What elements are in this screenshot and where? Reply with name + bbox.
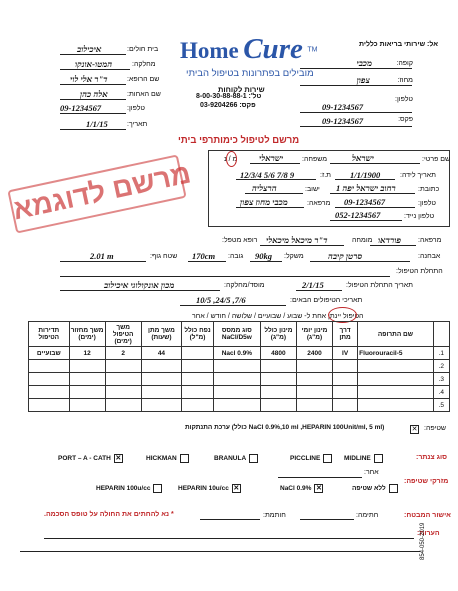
- flush-agent-option[interactable]: [178, 484, 241, 493]
- line-option-checkbox[interactable]: ✕: [115, 455, 122, 462]
- approval-label: אישור המבטח:: [404, 512, 451, 519]
- rx-cell[interactable]: [182, 399, 214, 412]
- rx-row-num-header: [433, 322, 449, 347]
- rx-cell[interactable]: [29, 386, 70, 399]
- brand-tm: TM: [307, 46, 318, 54]
- line-option[interactable]: [344, 454, 383, 463]
- line-option[interactable]: [58, 454, 123, 463]
- doctor-label: שם הרופא:: [127, 76, 160, 83]
- rx-cell[interactable]: 2: [105, 347, 141, 360]
- flush-text: ערכת התנתקות (כולל NaCl 0.9%,10 ml ,HEPARIN 100Unit/ml, 5 ml): [185, 424, 385, 431]
- rx-cell[interactable]: Nacl 0.9%: [213, 347, 260, 360]
- rx-cell[interactable]: 5-Fluorouracil: [358, 347, 433, 360]
- table-row: [29, 360, 450, 373]
- brand-logo: [180, 33, 317, 66]
- rx-cell[interactable]: [105, 399, 141, 412]
- hospital-phone-label: טלפון:: [127, 105, 145, 112]
- rx-cell[interactable]: [260, 360, 296, 373]
- patient-city-label: ישוב:: [305, 186, 320, 193]
- patient-phone-label: טלפון:: [418, 200, 436, 207]
- rx-header-route: דרך מתן: [333, 322, 358, 347]
- flush-agent-label: NaCl 0.9%: [280, 485, 312, 493]
- table-row: [29, 399, 450, 412]
- form-code: 854-050-2019: [420, 522, 426, 560]
- provider-fax-value: 09-1234567: [322, 116, 364, 126]
- patient-last-value: ישראלי: [259, 153, 284, 163]
- rx-cell[interactable]: [69, 360, 105, 373]
- table-row: [29, 386, 450, 399]
- line-option-checkbox[interactable]: [249, 454, 258, 463]
- flush-agent-option[interactable]: [352, 484, 398, 493]
- rx-table: [28, 321, 450, 412]
- rx-cell[interactable]: [296, 373, 332, 386]
- line-option[interactable]: [290, 454, 332, 463]
- rx-header-row: [29, 322, 450, 347]
- service-phone: טל': 8-00-30-88-88-1: [196, 93, 262, 100]
- rx-cell[interactable]: [182, 386, 214, 399]
- provider-region-value: צפון: [356, 75, 370, 85]
- table-row: [29, 347, 450, 360]
- patient-dob-label: תאריך לידה:: [400, 172, 436, 179]
- rx-cell[interactable]: [105, 360, 141, 373]
- tr-weight-label: משקל:: [284, 253, 304, 260]
- flush-agent-checkbox[interactable]: [153, 484, 162, 493]
- rx-row-number: 3.: [433, 373, 449, 386]
- tr-protocol-label: התחלת הטיפול:: [396, 268, 443, 275]
- rx-cell[interactable]: [333, 386, 358, 399]
- service-fax: פקס: 03-9204266: [200, 102, 256, 109]
- rx-cell[interactable]: [358, 399, 433, 412]
- rx-row-number: 4.: [433, 386, 449, 399]
- notes-label: הערות:: [417, 530, 440, 537]
- rx-row-number: 5.: [433, 399, 449, 412]
- tr-weight-value: 90kg: [255, 251, 272, 261]
- rx-header-daily: מינון יומי (מ"ג): [296, 322, 332, 347]
- rx-cell[interactable]: [333, 399, 358, 412]
- rx-cell[interactable]: [260, 386, 296, 399]
- flush-agent-label: HEPARIN 100u/cc: [96, 485, 151, 493]
- tr-specialty: מומחה: [352, 237, 373, 244]
- tr-bsa-value: 2.01 m: [90, 251, 114, 261]
- flush-agents-label: מזרקי שטיפה:: [404, 478, 449, 485]
- rx-cell[interactable]: [260, 373, 296, 386]
- contact-label: שם האחות:: [127, 91, 161, 98]
- line-option-checkbox[interactable]: [180, 454, 189, 463]
- patient-first-value: ישראל: [352, 153, 374, 163]
- flush-agent-checkbox[interactable]: ✕: [316, 485, 322, 492]
- rx-cell[interactable]: [333, 373, 358, 386]
- flush-agent-label: ללא שטיפה: [352, 485, 386, 493]
- rx-cell[interactable]: [69, 386, 105, 399]
- flush-agent-label: HEPARIN 10u/cc: [178, 485, 229, 493]
- rx-row-number: 1.: [433, 347, 449, 360]
- rx-cell[interactable]: 12: [69, 347, 105, 360]
- rx-cell[interactable]: [141, 360, 181, 373]
- rx-cell[interactable]: [141, 399, 181, 412]
- tr-institute-label: מוסד/מחלקה:: [224, 282, 265, 289]
- rx-header-volume: נפח כולל (מ"ל): [182, 322, 214, 347]
- contact-value: אלה כהן: [80, 89, 108, 99]
- rx-row-number: 2.: [433, 360, 449, 373]
- tr-diagnosis-value: סרטן קיבה: [328, 251, 363, 261]
- date-label: תאריך:: [127, 121, 148, 128]
- provider-kupa-value: מכבי: [356, 58, 372, 68]
- rx-cell[interactable]: שבועיים: [29, 347, 70, 360]
- hospital-label: בית חולים:: [127, 46, 159, 53]
- patient-id-label: ת.ז:: [320, 172, 331, 179]
- patient-phone-value: 09-1234567: [344, 197, 386, 207]
- rx-cell[interactable]: [358, 360, 433, 373]
- rx-header-total: מינון כולל (מ"ג): [260, 322, 296, 347]
- patient-address-label: כתובת:: [418, 186, 440, 193]
- gender-circle: [226, 151, 237, 167]
- rx-cell[interactable]: [358, 386, 433, 399]
- rx-cell[interactable]: [213, 360, 260, 373]
- patient-dob-value: 1/1/1900: [350, 170, 381, 180]
- rx-cell[interactable]: [105, 373, 141, 386]
- tr-bsa-label: שטח גוף:: [150, 253, 178, 260]
- brand-cure: Cure: [243, 33, 303, 65]
- patient-first-label: שם פרטי:: [422, 156, 451, 163]
- rx-header-solvent: סוג ממסס NaCl/D5w: [213, 322, 260, 347]
- consent-notice: * נא להחתים את החולה על טופס הסכמה.: [44, 511, 174, 518]
- patient-last-label: משפחה:: [302, 156, 328, 163]
- rx-cell[interactable]: [29, 373, 70, 386]
- stamp-label: חותמת:: [263, 512, 286, 519]
- tr-frequency-label: הטיפול יינתן אחת ל- שבוע / שבועיים / שלושה / חודש / אחר: [192, 313, 364, 320]
- line-option-label: PICCLINE: [290, 455, 321, 463]
- provider-kupa-label: קופה:: [396, 60, 413, 67]
- rx-header-cycle: משך מחזור (ימים): [69, 322, 105, 347]
- rx-cell[interactable]: [182, 347, 214, 360]
- tr-clinic-value: פורדאו: [378, 235, 402, 245]
- flush-label: שטיפה:: [424, 425, 447, 432]
- sample-stamp-text: מרשם לדוגמא: [10, 157, 194, 226]
- patient-city-value: הרצליה: [252, 183, 277, 193]
- rx-cell[interactable]: [213, 373, 260, 386]
- rx-cell[interactable]: [69, 399, 105, 412]
- tr-start-value: 2/1/15: [302, 280, 324, 290]
- rx-cell[interactable]: 44: [141, 347, 181, 360]
- tr-height-label: גובה:: [228, 253, 244, 260]
- patient-address-value: רחוב ישראל יפה 1: [336, 183, 396, 193]
- tr-clinic-label: מרפאה:: [418, 237, 442, 244]
- rx-cell[interactable]: [141, 386, 181, 399]
- hospital-phone-value: 09-1234567: [60, 103, 102, 113]
- tr-height-value: 170cm: [192, 251, 216, 261]
- rx-cell[interactable]: [358, 373, 433, 386]
- provider-region-label: מחוז:: [397, 77, 413, 84]
- tr-doctor-value: ד"ר מיכאל מיכאלי: [266, 235, 328, 245]
- flush-agent-checkbox[interactable]: [389, 484, 398, 493]
- rx-cell[interactable]: [29, 399, 70, 412]
- hospital-value: איכילוב: [77, 44, 102, 54]
- provider-phone-label: טלפון:: [395, 96, 413, 103]
- rx-header-drug: שם התרופה: [358, 322, 433, 347]
- tr-doctor-label: רופא מטפל:: [222, 237, 258, 244]
- line-option[interactable]: [214, 454, 258, 463]
- rx-cell[interactable]: [141, 373, 181, 386]
- rx-cell[interactable]: 2400: [296, 347, 332, 360]
- patient-clinic-value: מכבי מחוז צפון: [240, 197, 288, 207]
- provider-phone-value: 09-1234567: [322, 102, 364, 112]
- patient-mobile-label: טלפון נייד:: [404, 213, 435, 220]
- rx-cell[interactable]: [69, 373, 105, 386]
- rx-cell[interactable]: [296, 360, 332, 373]
- flush-agent-option[interactable]: [280, 484, 323, 493]
- rx-header-days: משך הטיפול (ימים): [105, 322, 141, 347]
- rx-header-frequency: תדירות הטיפול: [29, 322, 70, 347]
- tr-start-label: תאריך התחלת הטיפול:: [346, 282, 413, 289]
- line-type-label: סוג צנתר:: [416, 454, 447, 461]
- sample-stamp: [7, 154, 194, 233]
- brand-tagline: מובילים בפתרונות בטיפול הביתי: [186, 68, 314, 79]
- line-option-checkbox[interactable]: [323, 454, 332, 463]
- provider-title: אל: שירותי בריאות כללית: [358, 41, 438, 48]
- patient-id-value: 12/3/4 5/6 7/8 9: [240, 170, 295, 180]
- tr-institute-value: מכון אונקולוגי איכילוב: [104, 280, 175, 290]
- rx-header-hours: משך מתן (שעות): [141, 322, 181, 347]
- patient-gender: מ / נ: [224, 156, 238, 163]
- date-value: 1/1/15: [86, 119, 108, 129]
- line-option-label: HICKMAN: [146, 455, 177, 463]
- rx-cell[interactable]: [182, 360, 214, 373]
- flush-agent-checkbox[interactable]: ✕: [233, 485, 240, 492]
- rx-cell[interactable]: [213, 386, 260, 399]
- rx-cell[interactable]: [105, 386, 141, 399]
- line-option-label: PORT – A - CATH: [58, 455, 111, 463]
- doctor-value: ד"ר אלי לוי: [70, 74, 108, 84]
- line-option-label: BRANULA: [214, 455, 247, 463]
- ward-value: המטו-אונקו: [75, 59, 113, 69]
- patient-clinic-label: מרפאה:: [307, 200, 331, 207]
- rx-cell[interactable]: IV: [333, 347, 358, 360]
- rx-cell[interactable]: [29, 360, 70, 373]
- form-title: מרשם לטיפול כימותרפי ביתי: [178, 135, 300, 146]
- flush-agent-option[interactable]: [96, 484, 162, 493]
- patient-mobile-value: 052-1234567: [335, 210, 381, 220]
- ward-label: מחלקה:: [132, 61, 156, 68]
- flush-checkbox[interactable]: ✕: [411, 426, 418, 433]
- table-row: [29, 373, 450, 386]
- tr-next-value: 10/5 ,24/5 ,7/6: [196, 295, 246, 305]
- rx-cell[interactable]: [333, 360, 358, 373]
- rx-cell[interactable]: 4800: [260, 347, 296, 360]
- tr-diagnosis-label: אבחנה:: [418, 253, 441, 260]
- rx-cell[interactable]: [296, 399, 332, 412]
- signature-label: חתימה:: [356, 512, 379, 519]
- line-option-label: MIDLINE: [344, 455, 371, 463]
- rx-cell[interactable]: [260, 399, 296, 412]
- provider-fax-label: פקס:: [398, 116, 413, 123]
- rx-cell[interactable]: [296, 386, 332, 399]
- line-option[interactable]: [146, 454, 189, 463]
- rx-cell[interactable]: [182, 373, 214, 386]
- tr-next-label: תאריכי הטיפולים הבאים:: [290, 297, 363, 304]
- rx-cell[interactable]: [213, 399, 260, 412]
- line-option-checkbox[interactable]: [374, 454, 383, 463]
- brand-home: Home: [180, 38, 239, 63]
- line-other-label: אחר:: [364, 469, 379, 476]
- service-title: שירות לקוחות: [218, 85, 265, 94]
